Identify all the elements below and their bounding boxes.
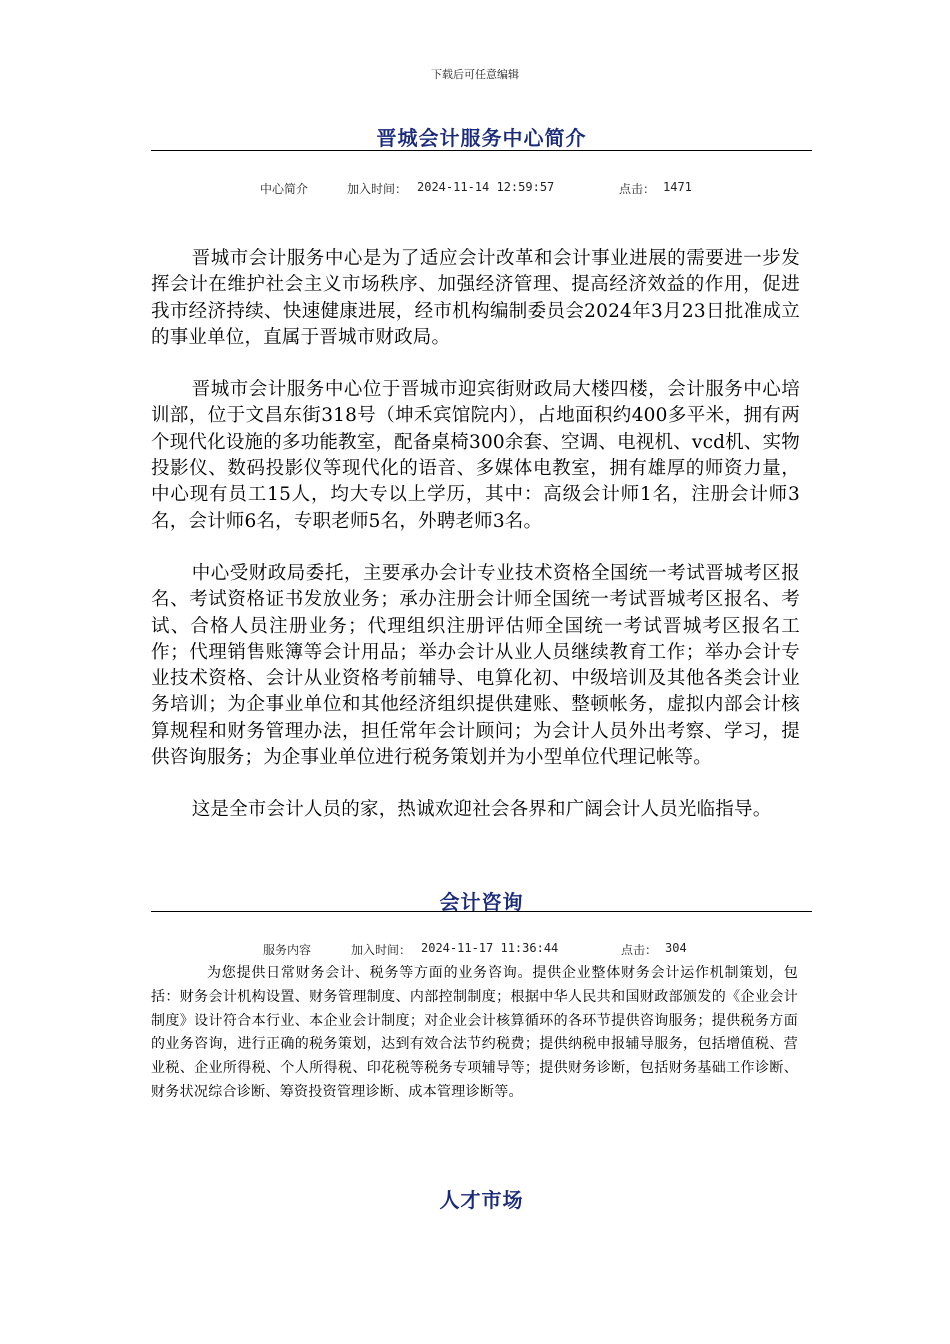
paragraph: 为您提供日常财务会计、税务等方面的业务咨询。提供企业整体财务会计运作机制策划，包括：财务会计机构设置、财务管理制度、内部控制制度；根据中华人民共和国财政部颁发的《企业会计制度》设计符合本行业、本企业会计制度；对企业会计核算循环的各环节提供咨询服务；提供税务方面的业务咨询，进行正确的税务策划，达到有效合法节约税费；提供纳税申报辅导服务，包括增值税、营业税、企业所得税、个人所得税、印花税等税务专项辅导等；提供财务诊断，包括财务基础工作诊断、财务状况综合诊断、筹资投资管理诊断、成本管理诊断等。 xyxy=(151,965,798,1100)
download-note: 下载后可任意编辑 xyxy=(431,68,519,81)
paragraph: 这是全市会计人员的家，热诚欢迎社会各界和广阔会计人员光临指导。 xyxy=(191,799,772,821)
clicks-value: 304 xyxy=(665,941,687,955)
category-label: 服务内容 xyxy=(263,943,312,957)
added-time-value: 2024-11-17 11:36:44 xyxy=(421,941,559,955)
intro-body xyxy=(151,246,800,824)
section-title-talent-market: 人才市场 xyxy=(439,1188,524,1212)
paragraph: 晋城市会计服务中心是为了适应会计改革和会计事业进展的需要进一步发挥会计在维护社会主义市场秩序、加强经济管理、提高经济效益的作用，促进我市经济持续、快速健康进展，经市机构编制委员会2024年3月23日批准成立的事业单位，直属于晋城市财政局。 xyxy=(151,248,800,348)
category-label: 中心简介 xyxy=(260,182,309,196)
added-time-value: 2024-11-14 12:59:57 xyxy=(417,180,555,194)
section-title-center-intro: 晋城会计服务中心简介 xyxy=(376,126,587,150)
added-time-label: 加入时间： xyxy=(351,943,412,957)
clicks-value: 1471 xyxy=(663,180,692,194)
paragraph: 晋城市会计服务中心位于晋城市迎宾街财政局大楼四楼，会计服务中心培训部，位于文昌东街318号（坤禾宾馆院内），占地面积约400多平米，拥有两个现代化设施的多功能教室，配备桌椅300余套、空调、电视机、vcd机、实物投影仪、数码投影仪等现代化的语音、多媒体电教室，拥有雄厚的师资力量，中心现有员工15人，均大专以上学历，其中：高级会计师1名，注册会计师3名，会计师6名，专职老师5名，外聘老师3名。 xyxy=(151,379,800,532)
clicks-label: 点击： xyxy=(619,182,656,196)
consulting-body xyxy=(151,962,798,1105)
paragraph: 中心受财政局委托，主要承办会计专业技术资格全国统一考试晋城考区报名、考试资格证书发放业务；承办注册会计师全国统一考试晋城考区报名、考试、合格人员注册业务；代理组织注册评估师全国统一考试晋城考区报名工作；代理销售账簿等会计用品；举办会计从业人员继续教育工作；举办会计专业技术资格、会计从业资格考前辅导、电算化初、中级培训及其他各类会计业务培训；为企事业单位和其他经济组织提供建账、整顿帐务，虚拟内部会计核算规程和财务管理办法，担任常年会计顾问；为会计人员外出考察、学习，提供咨询服务；为企事业单位进行税务策划并为小型单位代理记帐等。 xyxy=(151,562,800,769)
added-time-label: 加入时间： xyxy=(347,182,408,196)
clicks-label: 点击： xyxy=(621,943,658,957)
title-divider xyxy=(151,911,812,912)
title-divider xyxy=(151,150,812,151)
section-title-consulting: 会计咨询 xyxy=(439,890,524,914)
